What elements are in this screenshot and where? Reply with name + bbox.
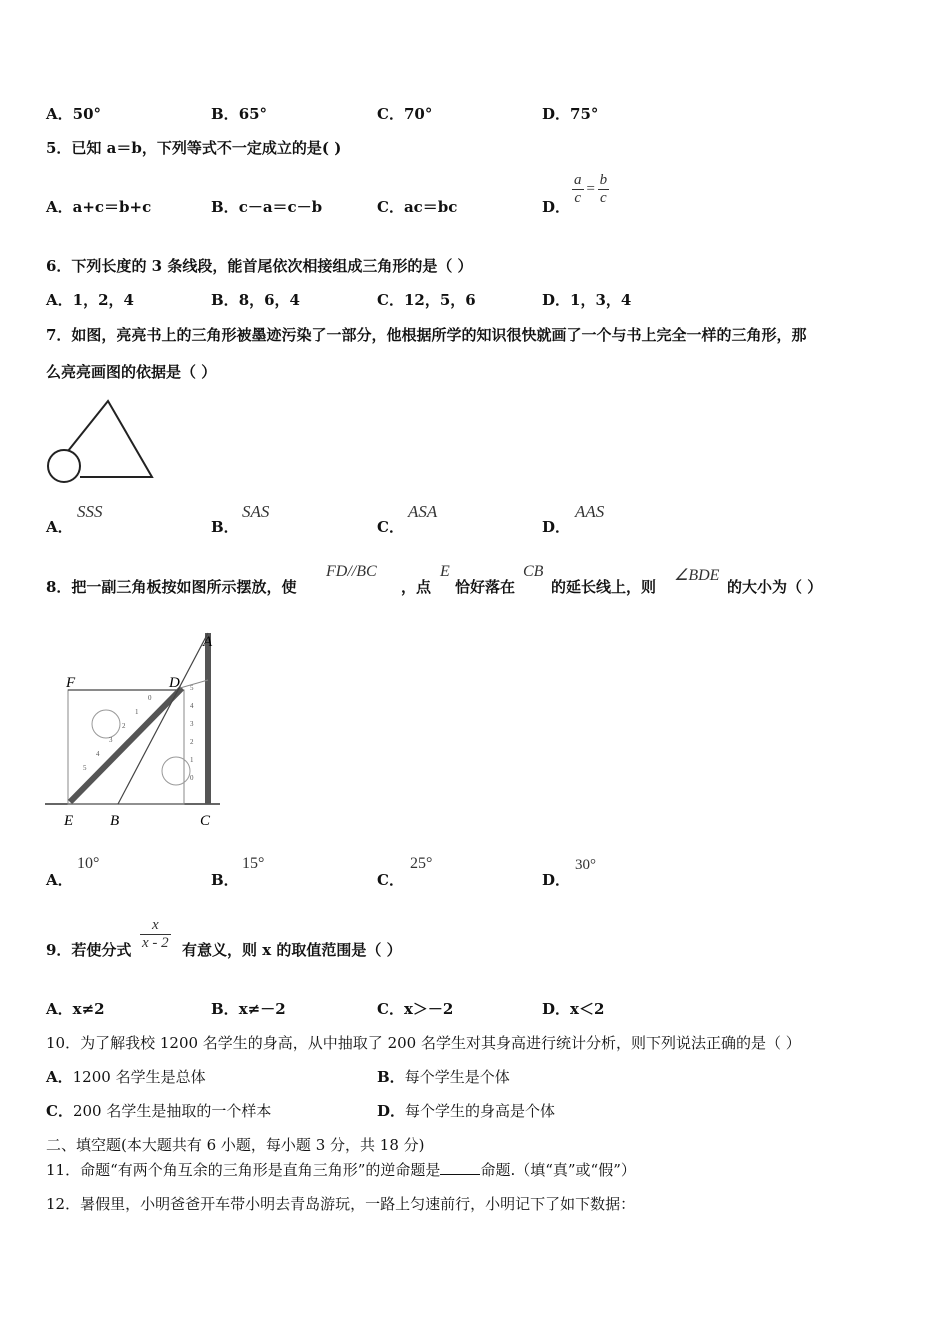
q7-triangle-figure: [40, 393, 160, 491]
scale-r3: 3: [190, 720, 194, 728]
scale-2: 2: [122, 722, 126, 730]
q9-option-a: A．x≠2: [46, 1000, 105, 1018]
q5-option-c: C．ac＝bc: [377, 198, 458, 216]
q9-option-b: B．x≠－2: [211, 1000, 286, 1018]
q4-option-a: A．50°: [46, 105, 102, 123]
q7-stem-line1: 7．如图，亮亮书上的三角形被墨迹污染了一部分，他根据所学的知识很快就画了一个与书上完全一样的三角形，那: [46, 326, 807, 344]
q10-option-c: C．200 名学生是抽取的一个样本: [46, 1102, 272, 1120]
q8-math-e: E: [440, 563, 450, 580]
scale-5: 5: [83, 764, 87, 772]
scale-r0: 0: [190, 774, 194, 782]
q11-stem: 11．命题“有两个角互余的三角形是直角三角形”的逆命题是 命题.（填“真”或“假”）: [46, 1161, 636, 1179]
q8-option-b-letter: B．: [211, 871, 239, 889]
q8-math-cb: CB: [523, 563, 544, 580]
q8-option-c-text: 25°: [410, 855, 433, 872]
q7-option-d-letter: D．: [542, 518, 571, 536]
q7-option-c-text: ASA: [408, 502, 438, 521]
q7-stem-line2: 么亮亮画图的依据是（ ）: [46, 363, 217, 381]
q5-option-a: A．a+c＝b+c: [46, 198, 152, 216]
q8-stem-b: ，点: [401, 578, 432, 596]
q6-stem: 6．下列长度的 3 条线段，能首尾依次相接组成三角形的是（ ）: [46, 257, 473, 275]
q7-option-c-letter: C．: [377, 518, 404, 536]
q8-option-a-text: 10°: [77, 855, 100, 872]
scale-4: 4: [96, 750, 100, 758]
q10-option-a: A．1200 名学生是总体: [46, 1068, 206, 1086]
label-b: B: [110, 813, 120, 829]
q8-option-b-text: 15°: [242, 855, 265, 872]
q8-set-square-figure: [40, 628, 230, 833]
label-e: E: [64, 813, 74, 829]
q9-fraction: $\frac{x}{x - 2}$: [142, 917, 169, 951]
hole-right: [162, 757, 190, 785]
section-2-heading: 二、填空题(本大题共有 6 小题，每小题 3 分，共 18 分): [46, 1136, 425, 1154]
scale-0: 0: [148, 694, 152, 702]
q5-option-b: B．c－a＝c－b: [211, 198, 323, 216]
q8-option-d-text: 30°: [575, 857, 596, 873]
scale-3: 3: [109, 736, 113, 744]
q8-option-a-letter: A．: [46, 871, 73, 889]
q10-stem: 10．为了解我校 1200 名学生的身高，从中抽取了 200 名学生对其身高进行统计分析，则下列说法正确的是（ ）: [46, 1034, 801, 1052]
q8-stem-a: 8．把一副三角板按如图所示摆放，使: [46, 578, 297, 596]
q8-option-d-letter: D．: [542, 871, 571, 889]
q8-option-c-letter: C．: [377, 871, 404, 889]
ed-hypotenuse: [70, 688, 182, 802]
q7-option-b-text: SAS: [242, 502, 270, 521]
q5-stem: 5．已知 a＝b，下列等式不一定成立的是( ): [46, 139, 342, 157]
q5-option-d: D．: [542, 198, 571, 216]
q4-option-c: C．70°: [377, 105, 433, 123]
scale-r5: 5: [190, 684, 194, 692]
q8-math-fd-parallel-bc: FD//BC: [326, 563, 377, 580]
q9-option-c: C．x＞－2: [377, 1000, 454, 1018]
scale-r2: 2: [190, 738, 194, 746]
q12-stem: 12．暑假里，小明爸爸开车带小明去青岛游玩，一路上匀速前行，小明记下了如下数据：: [46, 1195, 636, 1213]
q11-answer-blank[interactable]: [440, 1174, 480, 1175]
q6-option-c: C．12，5，6: [377, 291, 476, 309]
label-f: F: [66, 675, 76, 691]
scale-r4: 4: [190, 702, 194, 710]
q6-option-d: D．1，3，4: [542, 291, 632, 309]
q7-option-a-letter: A．: [46, 518, 73, 536]
label-a: A: [203, 634, 213, 650]
q8-stem-c: 恰好落在: [455, 578, 516, 596]
ab-edge: [118, 633, 208, 804]
q6-option-b: B．8，6，4: [211, 291, 300, 309]
scale-1: 1: [135, 708, 139, 716]
q10-option-d: D．每个学生的身高是个体: [377, 1102, 556, 1120]
hole-left: [92, 710, 120, 738]
q7-option-b-letter: B．: [211, 518, 239, 536]
q10-option-b: B．每个学生是个体: [377, 1068, 510, 1086]
label-d: D: [169, 675, 180, 691]
q7-option-a-text: SSS: [77, 502, 103, 521]
q8-stem-e: 的大小为（ ）: [727, 578, 823, 596]
q7-option-d-text: AAS: [575, 502, 605, 521]
q9-stem-b: 有意义，则 x 的取值范围是（ ）: [182, 941, 402, 959]
scale-r1: 1: [190, 756, 194, 764]
label-c: C: [200, 813, 211, 829]
q4-option-b: B．65°: [211, 105, 268, 123]
q5-option-d-fraction-equation: $\frac{a}{c}$ = $\frac{b}{c}$: [574, 172, 608, 206]
q6-option-a: A．1，2，4: [46, 291, 134, 309]
q4-option-d: D．75°: [542, 105, 599, 123]
q8-math-angle-bde: ∠BDE: [674, 567, 720, 584]
inner-line: [180, 680, 208, 688]
ink-blot: [48, 450, 80, 482]
q8-stem-d: 的延长线上，则: [551, 578, 657, 596]
q9-stem-a: 9．若使分式: [46, 941, 132, 959]
q9-option-d: D．x＜2: [542, 1000, 605, 1018]
